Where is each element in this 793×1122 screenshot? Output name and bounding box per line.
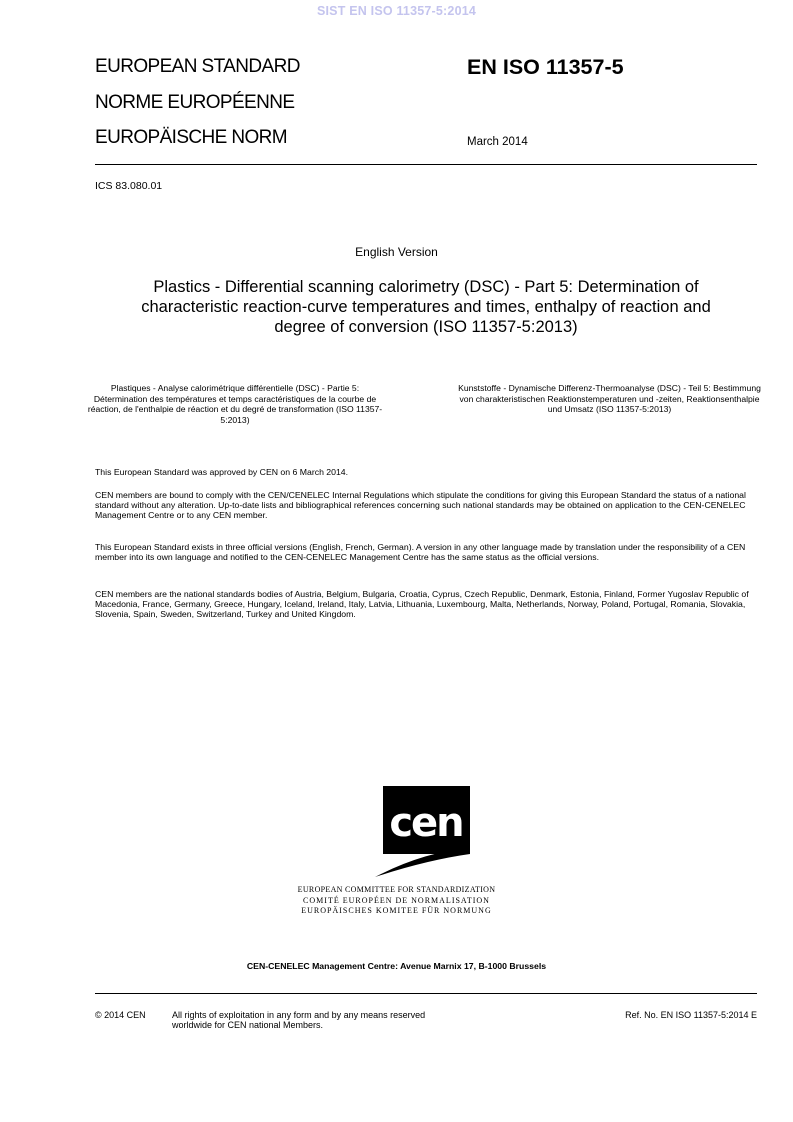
committee-french: COMITÉ EUROPÉEN DE NORMALISATION xyxy=(303,895,490,905)
members-paragraph: CEN members are the national standards bodies of Austria, Belgium, Bulgaria, Croatia, Cyprus, Czech Republic, Denmark, Estonia, Finland, Former Yugoslav Republic of Macedonia, France, Germany, Greece, Hungary, Iceland, Ireland, Italy, Latvia, Lithuania, Luxembourg, Malta, Netherlands, Norway, Poland, Portugal, Romania, Slovakia, Slovenia, Spain, Sweden, Switzerland, Turkey and United Kingdom. xyxy=(95,589,749,619)
footer-divider xyxy=(95,993,757,994)
standard-number: EN ISO 11357-5 xyxy=(467,55,624,79)
versions-paragraph: This European Standard exists in three official versions (English, French, German). A version in any other language made by translation under the responsibility of a CEN member into its own language and notified to the CEN-CENELEC Management Centre has the same status as the official versions. xyxy=(95,542,746,562)
document-title: Plastics - Differential scanning calorimetry (DSC) - Part 5: Determination of characteristic reaction-curve temperatures and times, enthalpy of reaction and degree of conversion (ISO 11357-5:2013) xyxy=(141,278,711,336)
management-centre-address: CEN-CENELEC Management Centre: Avenue Marnix 17, B-1000 Brussels xyxy=(246,961,547,971)
committee-german: EUROPÄISCHES KOMITEE FÜR NORMUNG xyxy=(301,906,492,915)
publication-date: March 2014 xyxy=(467,136,528,148)
cen-logo xyxy=(375,786,470,877)
ics-code: ICS 83.080.01 xyxy=(95,180,163,192)
version-label: English Version xyxy=(355,245,438,259)
title-european-standard: EUROPEAN STANDARD xyxy=(95,56,300,77)
compliance-paragraph: CEN members are bound to comply with the CEN/CENELEC Internal Regulations which stipulate the conditions for giving this European Standard the status of a national standard without any alteration. Up-to-date lists and bibliographical references concerning such national standards may be obtained on application to the CEN-CENELEC Management Centre or to any CEN member. xyxy=(95,490,746,520)
subtitle-german: Kunststoffe - Dynamische Differenz-Thermoanalyse (DSC) - Teil 5: Bestimmung von charakteristischen Reaktionstemperaturen und -zeiten, Reaktionsenthalpie und Umsatz (ISO 11357-5:2013) xyxy=(458,383,761,414)
committee-english: EUROPEAN COMMITTEE FOR STANDARDIZATION xyxy=(297,885,496,894)
rights-line-1: All rights of exploitation in any form and by any means reserved xyxy=(172,1010,426,1020)
approval-paragraph: This European Standard was approved by CEN on 6 March 2014. xyxy=(95,467,349,477)
copyright: © 2014 CEN xyxy=(95,1010,146,1020)
subtitle-french: Plastiques - Analyse calorimétrique différentielle (DSC) - Partie 5: Détermination des températures et temps caractéristiques de la courbe de réaction, de l'enthalpie de réaction et du degré de transformation (ISO 11357-5:2013) xyxy=(87,383,383,425)
title-europaische-norm: EUROPÄISCHE NORM xyxy=(95,127,288,148)
title-norme-europeenne: NORME EUROPÉENNE xyxy=(95,92,295,113)
rights-line-2: worldwide for CEN national Members. xyxy=(172,1020,324,1030)
committee-names xyxy=(0,885,793,917)
header-divider xyxy=(95,164,757,165)
watermark-text: SIST EN ISO 11357-5:2014 xyxy=(316,4,477,18)
svg-text:cen: cen xyxy=(389,800,463,846)
rights-notice xyxy=(172,1010,425,1030)
reference-number: Ref. No. EN ISO 11357-5:2014 E xyxy=(625,1010,757,1020)
